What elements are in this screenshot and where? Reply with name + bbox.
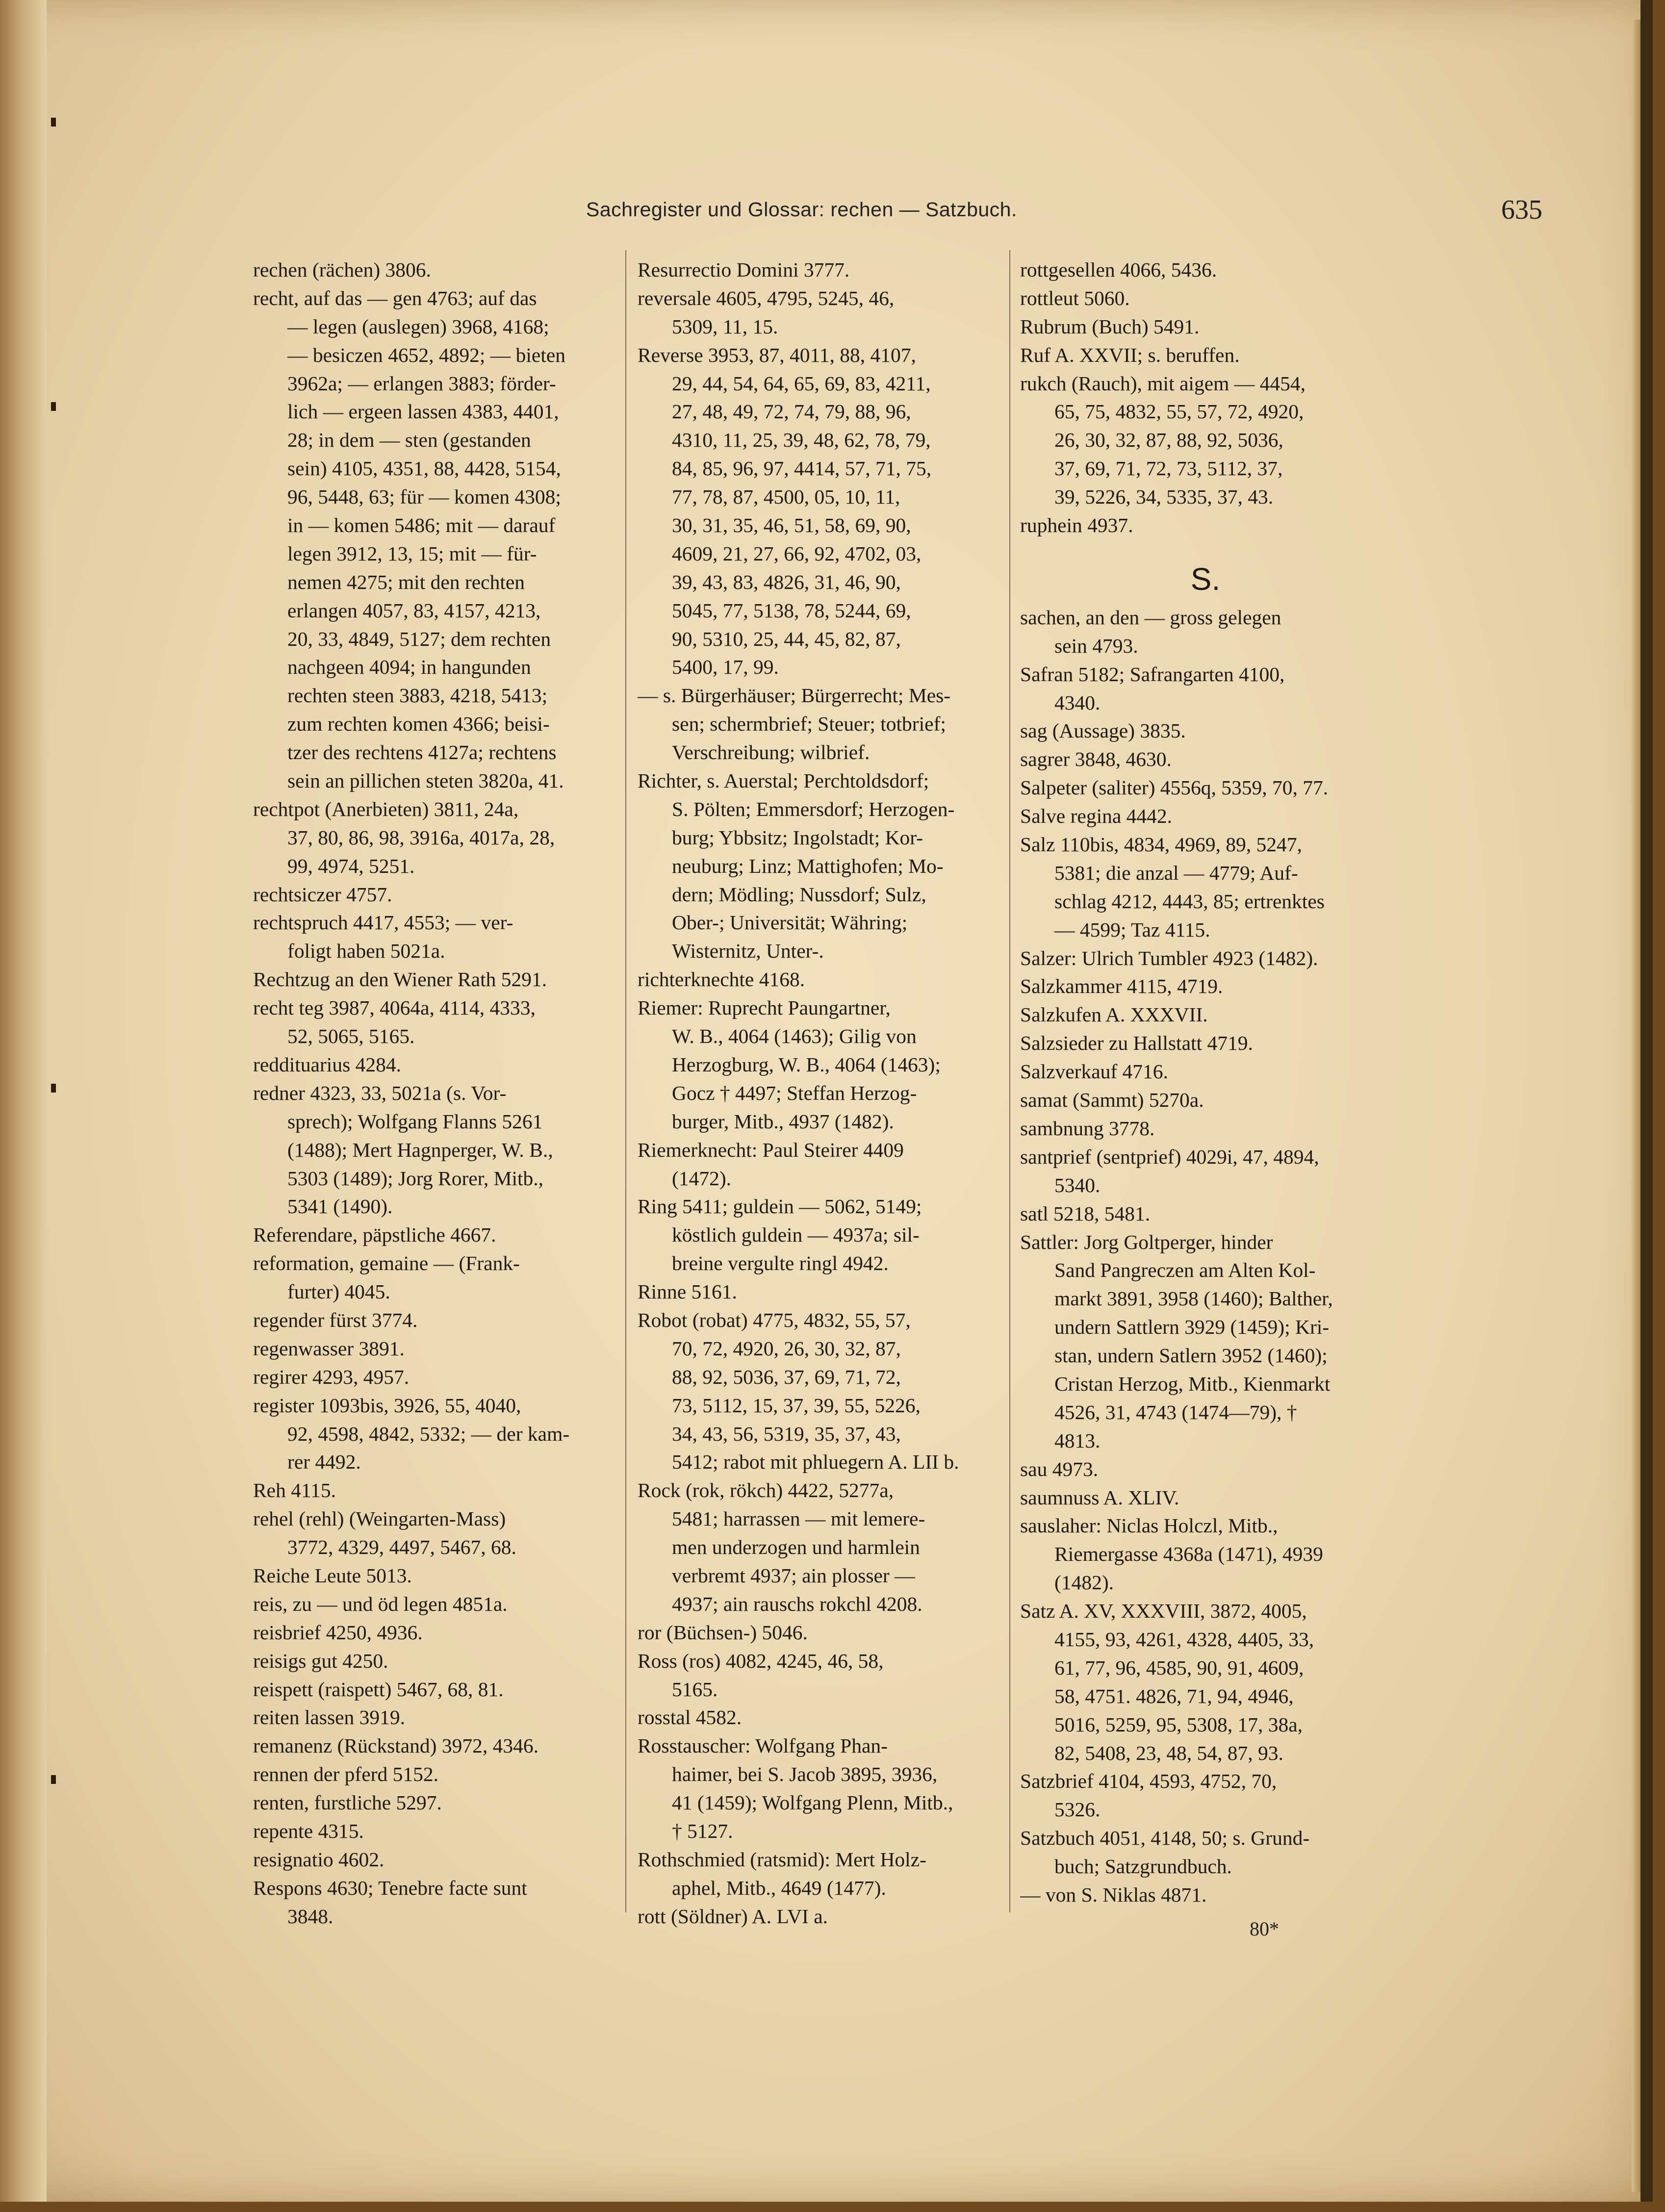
index-entry-line: 28; in dem — sten (gestanden: [287, 429, 531, 452]
index-entry-line: Ross (ros) 4082, 4245, 46, 58,: [638, 1649, 884, 1672]
index-entry-line: redner 4323, 33, 5021a (s. Vor-: [253, 1081, 507, 1104]
index-entry-line: rottgesellen 4066, 5436.: [1020, 258, 1217, 281]
index-entry-line: Riemer: Ruprecht Paungartner,: [638, 996, 891, 1019]
index-entry-line: 5309, 11, 15.: [672, 315, 778, 338]
index-entry-line: resignatio 4602.: [253, 1848, 384, 1871]
index-entry-line: köstlich guldein — 4937a; sil-: [672, 1223, 920, 1246]
index-entry-line: aphel, Mitb., 4649 (1477).: [672, 1876, 886, 1899]
index-entry-line: 37, 80, 86, 98, 3916a, 4017a, 28,: [287, 826, 555, 849]
index-entry-line: Rock (rok, rökch) 4422, 5277a,: [638, 1479, 894, 1502]
index-entry-line: reis, zu — und öd legen 4851a.: [253, 1592, 508, 1615]
index-entry-line: 4526, 31, 4743 (1474—79), †: [1054, 1400, 1297, 1424]
index-entry-line: 99, 4974, 5251.: [287, 854, 415, 877]
index-entry-line: sambnung 3778.: [1020, 1117, 1155, 1140]
index-entry-line: 5481; harrassen — mit lemere-: [672, 1507, 925, 1530]
index-entry-line: 5326.: [1054, 1798, 1101, 1821]
index-entry-line: Salve regina 4442.: [1020, 805, 1173, 828]
index-entry-line: 84, 85, 96, 97, 4414, 57, 71, 75,: [672, 457, 932, 480]
index-entry-line: burg; Ybbsitz; Ingolstadt; Kor-: [672, 826, 923, 849]
index-entry-line: sprech); Wolfgang Flanns 5261: [287, 1110, 543, 1133]
index-entry-line: erlangen 4057, 83, 4157, 4213,: [287, 599, 541, 622]
index-entry-line: 5045, 77, 5138, 78, 5244, 69,: [672, 599, 911, 622]
index-entry-line: rehel (rehl) (Weingarten-Mass): [253, 1507, 506, 1530]
index-entry-line: (1488); Mert Hagnperger, W. B.,: [287, 1138, 553, 1161]
index-entry-line: sein an pillichen steten 3820a, 41.: [287, 769, 564, 792]
index-entry-line: rukch (Rauch), mit aigem — 4454,: [1020, 372, 1306, 395]
section-heading: S.: [1190, 561, 1221, 597]
index-entry-line: 20, 33, 4849, 5127; dem rechten: [287, 627, 551, 650]
index-entry-line: — legen (auslegen) 3968, 4168;: [287, 315, 549, 338]
index-column-1: [253, 256, 616, 1931]
index-entry-line: S. Pölten; Emmersdorf; Herzogen-: [672, 797, 955, 820]
index-entry-line: regender fürst 3774.: [253, 1308, 418, 1331]
index-entry-line: haimer, bei S. Jacob 3895, 3936,: [672, 1763, 938, 1786]
index-entry-line: 5016, 5259, 95, 5308, 17, 38a,: [1054, 1713, 1303, 1736]
index-entry-line: reddituarius 4284.: [253, 1053, 401, 1076]
index-entry-line: Salzkammer 4115, 4719.: [1020, 975, 1223, 998]
index-entry-line: reversale 4605, 4795, 5245, 46,: [638, 286, 895, 309]
index-entry-line: Referendare, päpstliche 4667.: [253, 1223, 496, 1246]
index-entry-line: undern Sattlern 3929 (1459); Kri-: [1054, 1316, 1330, 1339]
index-entry-line: sein) 4105, 4351, 88, 4428, 5154,: [287, 457, 561, 480]
index-entry-line: Satzbuch 4051, 4148, 50; s. Grund-: [1020, 1827, 1310, 1850]
index-entry-line: reiten lassen 3919.: [253, 1706, 406, 1729]
index-entry-line: Salzverkauf 4716.: [1020, 1060, 1168, 1083]
page-number: 635: [1501, 195, 1542, 225]
index-entry-line: regenwasser 3891.: [253, 1337, 405, 1360]
index-entry-line: 39, 5226, 34, 5335, 37, 43.: [1054, 485, 1274, 509]
index-entry-line: lich — ergeen lassen 4383, 4401,: [287, 400, 559, 423]
index-entry-line: Salzsieder zu Hallstatt 4719.: [1020, 1032, 1253, 1055]
index-entry-line: Verschreibung; wilbrief.: [672, 741, 870, 764]
index-entry-line: 4937; ain rauschs rokchl 4208.: [672, 1592, 922, 1615]
index-entry-line: tzer des rechtens 4127a; rechtens: [287, 741, 557, 764]
index-entry-line: rer 4492.: [287, 1450, 361, 1474]
index-entry-line: Ring 5411; guldein — 5062, 5149;: [638, 1195, 922, 1218]
index-entry-line: 3962a; — erlangen 3883; förder-: [287, 372, 556, 395]
index-entry-line: Sattler: Jorg Goltperger, hinder: [1020, 1230, 1273, 1253]
index-entry-line: rottleut 5060.: [1020, 286, 1130, 309]
index-entry-line: recht teg 3987, 4064a, 4114, 4333,: [253, 996, 536, 1019]
index-entry-line: richterknechte 4168.: [638, 968, 805, 991]
index-entry-line: sen; schermbrief; Steuer; totbrief;: [672, 712, 946, 736]
index-entry-line: rott (Söldner) A. LVI a.: [638, 1905, 828, 1928]
index-entry-line: renten, furstliche 5297.: [253, 1791, 442, 1814]
index-entry-line: — von S. Niklas 4871.: [1020, 1883, 1207, 1906]
index-entry-line: verbremt 4937; ain plosser —: [672, 1564, 915, 1587]
index-entry-line: 3848.: [287, 1905, 333, 1928]
index-entry-line: 52, 5065, 5165.: [287, 1025, 415, 1048]
index-entry-line: rechtspruch 4417, 4553; — ver-: [253, 911, 513, 934]
index-entry-line: 37, 69, 71, 72, 73, 5112, 37,: [1054, 457, 1283, 480]
index-entry-line: (1472).: [672, 1167, 732, 1190]
index-entry-line: reispett (raispett) 5467, 68, 81.: [253, 1678, 504, 1701]
index-entry-line: 39, 43, 83, 4826, 31, 46, 90,: [672, 570, 901, 593]
column-rule: [1009, 250, 1010, 1912]
index-entry-line: 4340.: [1054, 691, 1101, 714]
index-entry-line: remanenz (Rückstand) 3972, 4346.: [253, 1734, 538, 1757]
index-entry-line: 65, 75, 4832, 55, 57, 72, 4920,: [1054, 400, 1304, 423]
index-entry-line: 5165.: [672, 1678, 718, 1701]
index-entry-line: Gocz † 4497; Steffan Herzog-: [672, 1081, 917, 1104]
index-entry-line: schlag 4212, 4443, 85; ertrenktes: [1054, 890, 1325, 913]
index-entry-line: register 1093bis, 3926, 55, 4040,: [253, 1394, 521, 1417]
index-entry-line: 27, 48, 49, 72, 74, 79, 88, 96,: [672, 400, 911, 423]
index-entry-line: 73, 5112, 15, 37, 39, 55, 5226,: [672, 1394, 921, 1417]
index-entry-line: 30, 31, 35, 46, 51, 58, 69, 90,: [672, 514, 911, 537]
index-entry-line: markt 3891, 3958 (1460); Balther,: [1054, 1287, 1333, 1310]
index-entry-line: Reiche Leute 5013.: [253, 1564, 412, 1587]
index-entry-line: Sand Pangreczen am Alten Kol-: [1054, 1259, 1316, 1282]
index-entry-line: reisigs gut 4250.: [253, 1649, 388, 1672]
index-entry-line: reisbrief 4250, 4936.: [253, 1621, 423, 1644]
index-entry-line: 41 (1459); Wolfgang Plenn, Mitb.,: [672, 1791, 953, 1814]
index-entry-line: 34, 43, 56, 5319, 35, 37, 43,: [672, 1422, 901, 1445]
index-entry-line: W. B., 4064 (1463); Gilig von: [672, 1025, 917, 1048]
index-entry-line: furter) 4045.: [287, 1280, 390, 1303]
index-entry-line: neuburg; Linz; Mattighofen; Mo-: [672, 854, 944, 877]
index-entry-line: 92, 4598, 4842, 5332; — der kam-: [287, 1422, 570, 1445]
binding-mark: [51, 402, 56, 411]
index-entry-line: in — komen 5486; mit — darauf: [287, 514, 556, 537]
index-entry-line: Rechtzug an den Wiener Rath 5291.: [253, 968, 547, 991]
index-entry-line: nachgeen 4094; in hangunden: [287, 656, 531, 679]
index-entry-line: Rosstauscher: Wolfgang Phan-: [638, 1734, 888, 1757]
index-entry-line: 90, 5310, 25, 44, 45, 82, 87,: [672, 627, 901, 650]
index-entry-line: 5303 (1489); Jorg Rorer, Mitb.,: [287, 1167, 544, 1190]
index-entry-line: nemen 4275; mit den rechten: [287, 570, 525, 593]
index-entry-line: Salzkufen A. XXXVII.: [1020, 1003, 1208, 1026]
index-entry-line: Reh 4115.: [253, 1479, 336, 1502]
index-entry-line: zum rechten komen 4366; beisi-: [287, 712, 550, 736]
index-entry-line: 5341 (1490).: [287, 1195, 393, 1218]
index-entry-line: rechen (rächen) 3806.: [253, 258, 431, 281]
index-entry-line: Riemergasse 4368a (1471), 4939: [1054, 1543, 1323, 1566]
index-entry-line: legen 3912, 13, 15; mit — für-: [287, 542, 537, 565]
index-entry-line: 4609, 21, 27, 66, 92, 4702, 03,: [672, 542, 922, 565]
index-entry-line: 5412; rabot mit phluegern A. LII b.: [672, 1450, 959, 1474]
index-entry-line: rechtpot (Anerbieten) 3811, 24a,: [253, 797, 519, 820]
index-entry-line: — 4599; Taz 4115.: [1054, 918, 1210, 941]
index-entry-line: 4155, 93, 4261, 4328, 4405, 33,: [1054, 1627, 1314, 1651]
binding-mark: [51, 1084, 56, 1093]
index-entry-line: — s. Bürgerhäuser; Bürgerrecht; Mes-: [638, 684, 951, 707]
index-entry-line: Rinne 5161.: [638, 1280, 737, 1303]
index-entry-line: 61, 77, 96, 4585, 90, 91, 4609,: [1054, 1656, 1304, 1679]
index-entry-line: 4813.: [1054, 1429, 1101, 1452]
index-entry-line: dern; Mödling; Nussdorf; Sulz,: [672, 883, 926, 906]
index-entry-line: Robot (robat) 4775, 4832, 55, 57,: [638, 1308, 911, 1331]
header-title: Sachregister und Glossar: rechen — Satzbuch.: [586, 198, 1017, 221]
index-entry-line: Salz 110bis, 4834, 4969, 89, 5247,: [1020, 833, 1302, 856]
running-header: [586, 195, 1542, 232]
index-entry-line: samat (Sammt) 5270a.: [1020, 1089, 1204, 1112]
page-gutter: [0, 0, 47, 2202]
index-entry-line: 58, 4751. 4826, 71, 94, 4946,: [1054, 1684, 1294, 1707]
index-entry-line: sau 4973.: [1020, 1457, 1099, 1480]
index-entry-line: Resurrectio Domini 3777.: [638, 258, 850, 281]
index-entry-line: recht, auf das — gen 4763; auf das: [253, 286, 537, 309]
index-entry-line: reformation, gemaine — (Frank-: [253, 1252, 520, 1275]
index-entry-line: 77, 78, 87, 4500, 05, 10, 11,: [672, 485, 900, 509]
index-entry-line: Richter, s. Auerstal; Perchtoldsdorf;: [638, 769, 929, 792]
index-entry-line: 5381; die anzal — 4779; Auf-: [1054, 861, 1298, 884]
index-entry-line: Respons 4630; Tenebre facte sunt: [253, 1876, 527, 1899]
index-entry-line: Satz A. XV, XXXVIII, 3872, 4005,: [1020, 1600, 1307, 1623]
index-entry-line: 26, 30, 32, 87, 88, 92, 5036,: [1054, 429, 1283, 452]
column-rule: [625, 250, 626, 1912]
index-entry-line: satl 5218, 5481.: [1020, 1202, 1151, 1225]
index-entry-line: Satzbrief 4104, 4593, 4752, 70,: [1020, 1770, 1277, 1793]
index-entry-line: ruphein 4937.: [1020, 514, 1133, 537]
index-entry-line: Riemerknecht: Paul Steirer 4409: [638, 1138, 904, 1161]
index-entry-line: burger, Mitb., 4937 (1482).: [672, 1110, 894, 1133]
index-entry-line: 96, 5448, 63; für — komen 4308;: [287, 485, 561, 509]
index-entry-line: rosstal 4582.: [638, 1706, 742, 1729]
index-entry-line: men underzogen und harmlein: [672, 1536, 920, 1559]
index-entry-line: (1482).: [1054, 1571, 1114, 1594]
index-entry-line: rennen der pferd 5152.: [253, 1763, 438, 1786]
index-entry-line: santprief (sentprief) 4029i, 47, 4894,: [1020, 1145, 1319, 1168]
index-entry-line: † 5127.: [672, 1819, 733, 1842]
index-entry-line: stan, undern Satlern 3952 (1460);: [1054, 1344, 1328, 1367]
index-entry-line: Herzogburg, W. B., 4064 (1463);: [672, 1053, 941, 1076]
index-entry-line: Ober-; Universität; Währing;: [672, 911, 908, 934]
index-entry-line: Salpeter (saliter) 4556q, 5359, 70, 77.: [1020, 776, 1329, 799]
page-edge: [1640, 0, 1653, 2202]
index-entry-line: Ruf A. XXVII; s. beruffen.: [1020, 343, 1240, 366]
index-entry-line: 4310, 11, 25, 39, 48, 62, 78, 79,: [672, 429, 931, 452]
index-entry-line: ror (Büchsen-) 5046.: [638, 1621, 808, 1644]
index-entry-line: saumnuss A. XLIV.: [1020, 1486, 1179, 1509]
binding-mark: [51, 1775, 56, 1784]
index-entry-line: 88, 92, 5036, 37, 69, 71, 72,: [672, 1365, 901, 1388]
index-entry-line: 5340.: [1054, 1173, 1101, 1196]
index-entry-line: rechten steen 3883, 4218, 5413;: [287, 684, 548, 707]
index-entry-line: repente 4315.: [253, 1819, 364, 1842]
index-entry-line: Reverse 3953, 87, 4011, 88, 4107,: [638, 343, 916, 366]
index-entry-line: sagrer 3848, 4630.: [1020, 748, 1172, 771]
index-entry-line: — besiczen 4652, 4892; — bieten: [287, 343, 566, 366]
index-entry-line: Rubrum (Buch) 5491.: [1020, 315, 1200, 338]
index-entry-line: 5400, 17, 99.: [672, 656, 779, 679]
signature-mark: 80*: [1250, 1918, 1279, 1940]
index-entry-line: buch; Satzgrundbuch.: [1054, 1855, 1232, 1878]
index-entry-line: Rothschmied (ratsmid): Mert Holz-: [638, 1848, 926, 1871]
index-entry-line: 70, 72, 4920, 26, 30, 32, 87,: [672, 1337, 901, 1360]
index-entry-line: regirer 4293, 4957.: [253, 1365, 410, 1388]
index-column-3: [1020, 256, 1391, 1909]
binding-mark: [51, 118, 56, 127]
index-entry-line: Wisternitz, Unter-.: [672, 940, 824, 963]
index-entry-line: foligt haben 5021a.: [287, 940, 445, 963]
index-entry-line: 29, 44, 54, 64, 65, 69, 83, 4211,: [672, 372, 931, 395]
index-entry-line: breine vergulte ringl 4942.: [672, 1252, 889, 1275]
index-entry-line: 3772, 4329, 4497, 5467, 68.: [287, 1536, 516, 1559]
index-entry-line: Safran 5182; Safrangarten 4100,: [1020, 662, 1285, 686]
index-entry-line: sag (Aussage) 3835.: [1020, 719, 1186, 742]
index-entry-line: sachen, an den — gross gelegen: [1020, 606, 1281, 629]
index-entry-line: rechtsiczer 4757.: [253, 883, 392, 906]
index-entry-line: sein 4793.: [1054, 634, 1138, 657]
index-entry-line: Salzer: Ulrich Tumbler 4923 (1482).: [1020, 946, 1318, 969]
index-entry-line: sauslaher: Niclas Holczl, Mitb.,: [1020, 1514, 1278, 1537]
index-entry-line: 82, 5408, 23, 48, 54, 87, 93.: [1054, 1741, 1283, 1764]
index-column-2: [638, 256, 1000, 1931]
page-edge-shadow: [1632, 20, 1640, 2192]
index-entry-line: Cristan Herzog, Mitb., Kienmarkt: [1054, 1372, 1331, 1395]
